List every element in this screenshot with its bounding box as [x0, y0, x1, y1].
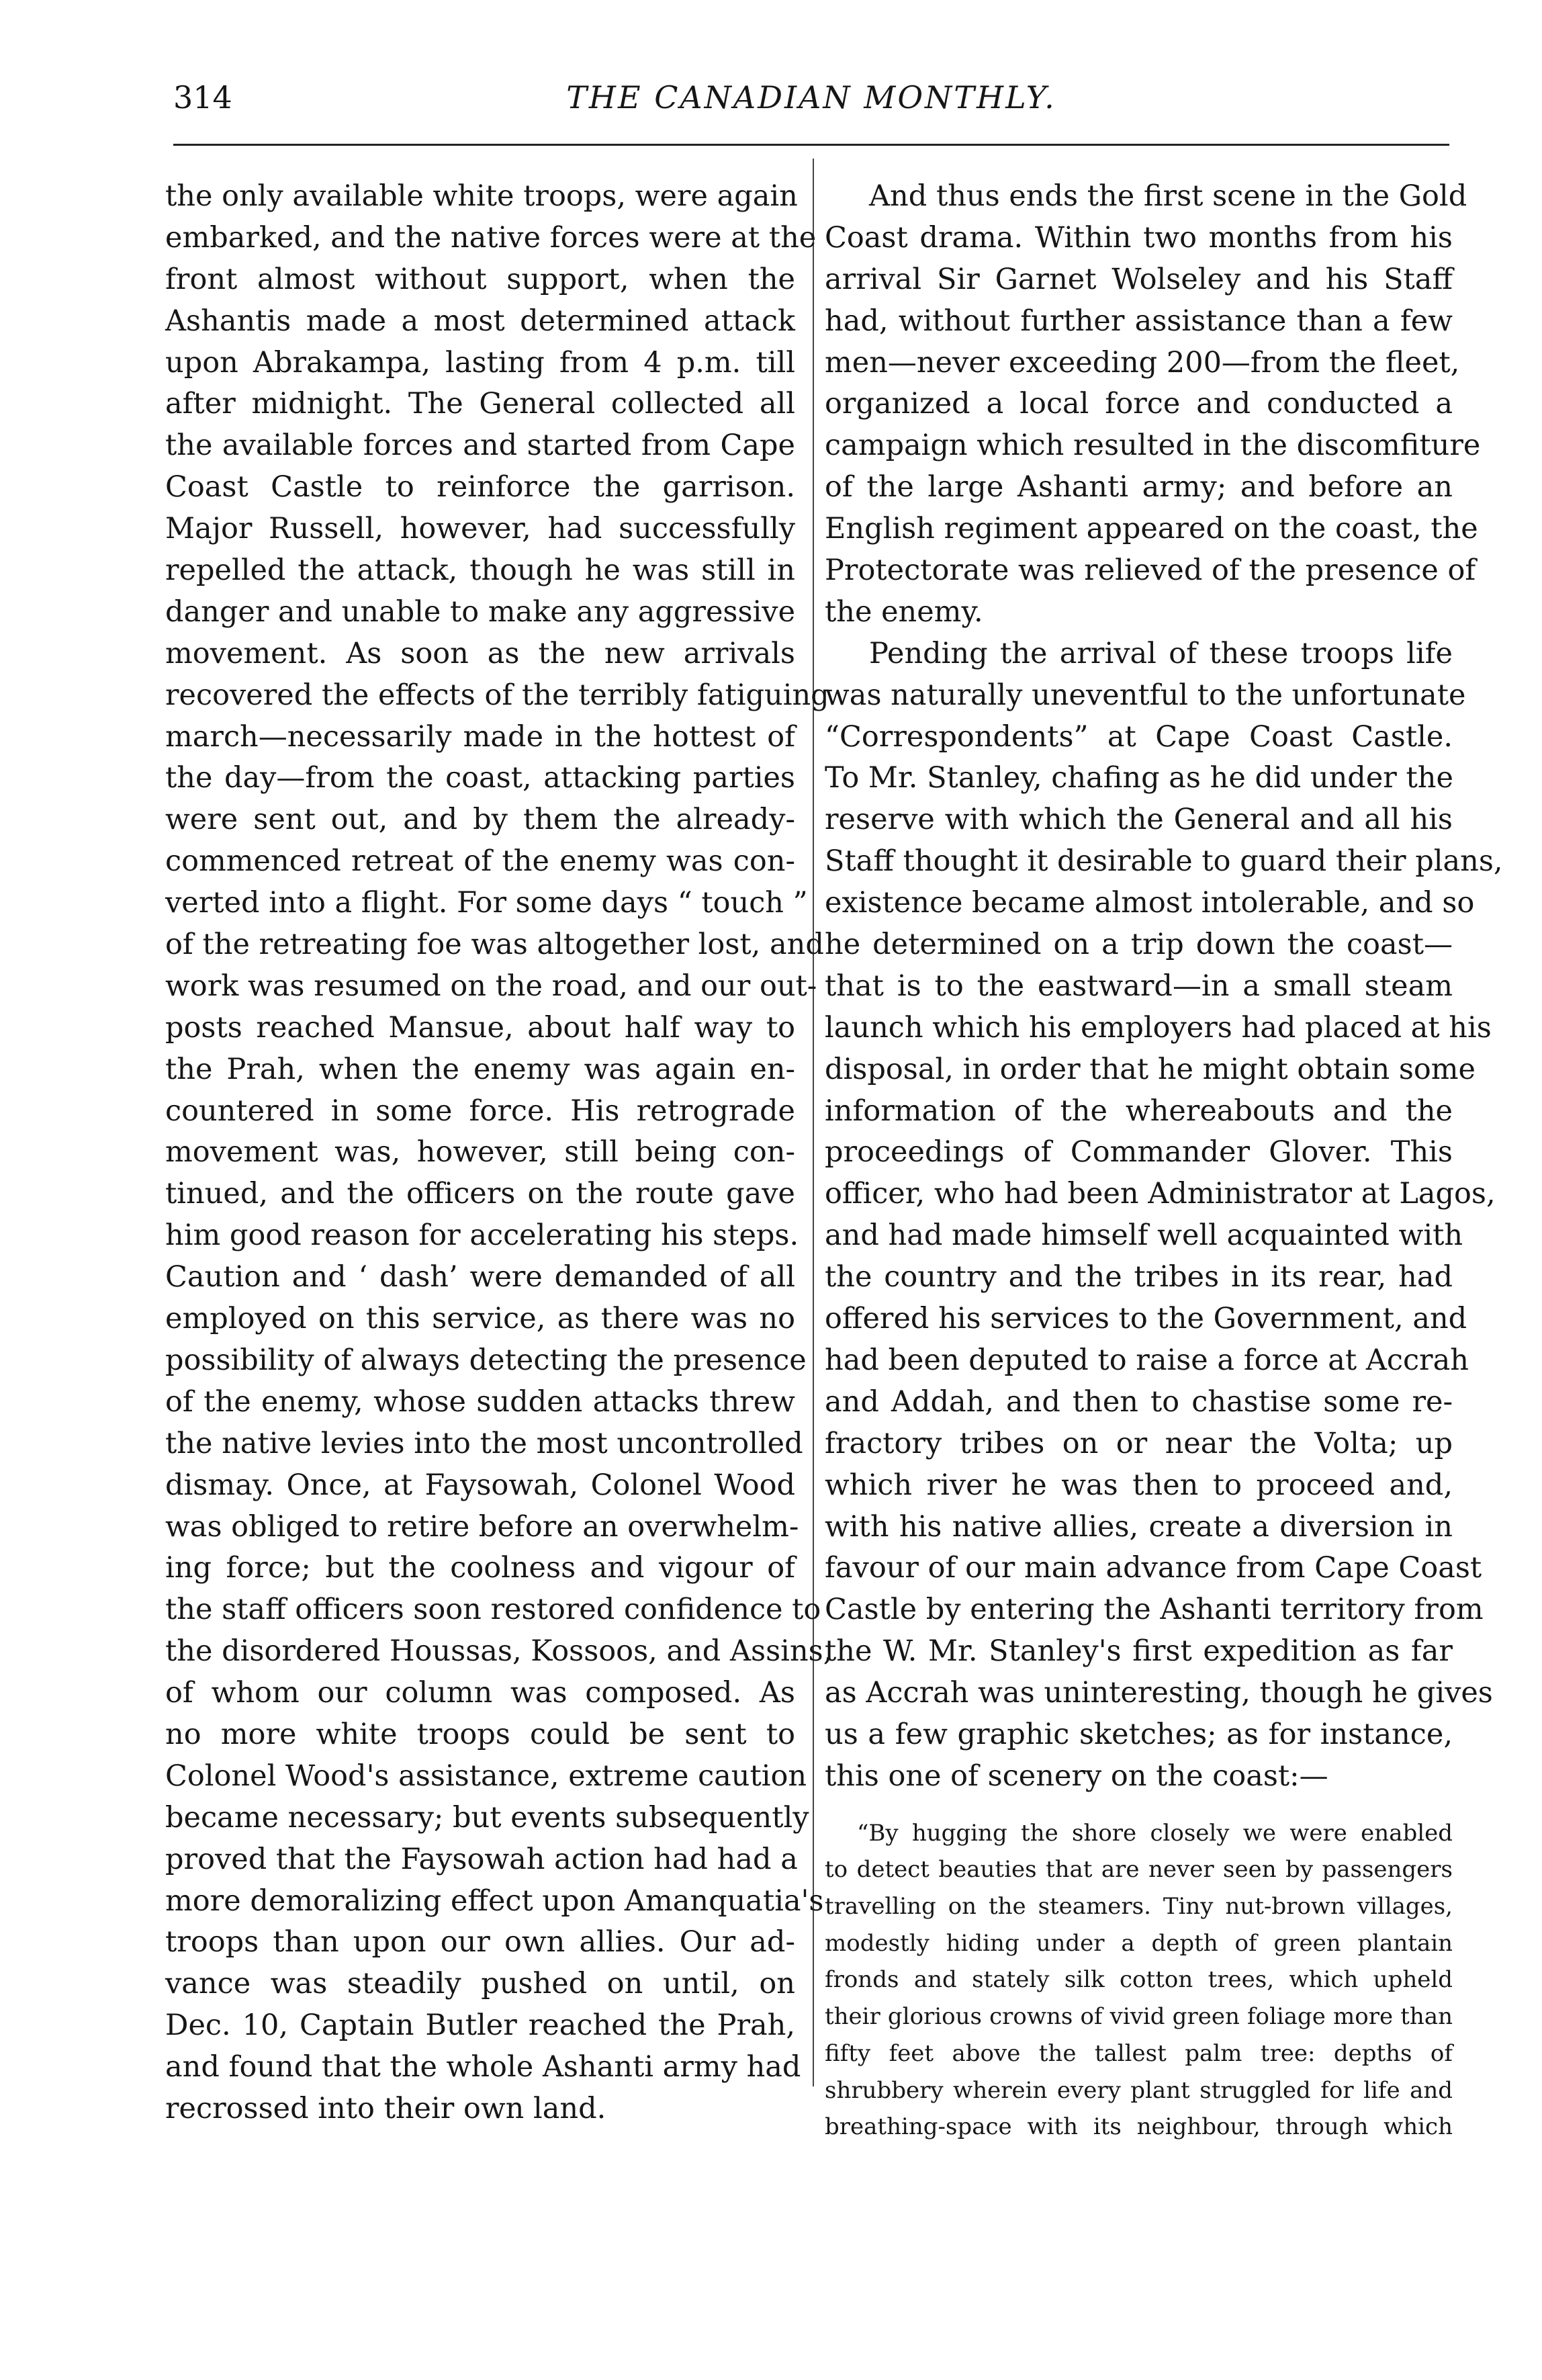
quote-line: fronds and stately silk cotton trees, which upheld	[825, 1966, 1453, 1994]
text-line: Protectorate was relieved of the presence of	[825, 554, 1476, 588]
text-line: the native levies into the most uncontrolled	[165, 1426, 803, 1460]
text-line: him good reason for accelerating his steps.	[165, 1219, 799, 1253]
page-number: 314	[173, 79, 232, 116]
text-line: arrival Sir Garnet Wolseley and his Staff	[825, 262, 1453, 296]
text-line: verted into a flight. For some days “ touch ”	[165, 886, 808, 920]
text-line: the W. Mr. Stanley's first expedition as far	[825, 1634, 1453, 1669]
text-line: men—never exceeding 200—from the fleet,	[825, 345, 1460, 380]
text-line: employed on this service, as there was no	[165, 1302, 795, 1336]
text-line: march—necessarily made in the hottest of	[165, 719, 795, 754]
text-line: Ashantis made a most determined attack	[165, 304, 795, 338]
text-line: upon Abrakampa, lasting from 4 p.m. till	[165, 345, 795, 380]
right-column	[825, 176, 1503, 2146]
text-line: vance was steadily pushed on until, on	[165, 1967, 795, 2001]
text-line: existence became almost intolerable, and so	[825, 886, 1475, 920]
running-title: THE CANADIAN MONTHLY.	[566, 79, 1056, 116]
text-line: And thus ends the first scene in the Gold	[869, 179, 1467, 213]
quote-line: modestly hiding under a depth of green plantain	[825, 1929, 1453, 1957]
text-line: proceedings of Commander Glover. This	[825, 1135, 1453, 1170]
text-line: danger and unable to make any aggressive	[165, 594, 796, 629]
text-line: was obliged to retire before an overwhelm-	[165, 1509, 799, 1544]
text-line: officer, who had been Administrator at Lagos,	[825, 1177, 1496, 1211]
text-line: the Prah, when the enemy was again en-	[165, 1052, 795, 1086]
text-line: this one of scenery on the coast:—	[825, 1759, 1328, 1793]
text-line: Major Russell, however, had successfully	[165, 512, 795, 546]
text-line: organized a local force and conducted a	[825, 387, 1453, 421]
text-line: of the large Ashanti army; and before an	[825, 470, 1453, 504]
quote-line: their glorious crowns of vivid green foliage more than	[825, 2003, 1453, 2031]
text-line: dismay. Once, at Faysowah, Colonel Wood	[165, 1468, 795, 1502]
text-line: with his native allies, create a diversion in	[825, 1509, 1453, 1544]
text-line: posts reached Mansue, about half way to	[165, 1010, 795, 1045]
quote-line: breathing-space with its neighbour, through which	[825, 2113, 1453, 2141]
text-line: he determined on a trip down the coast—	[825, 928, 1453, 962]
text-line: had, without further assistance than a few	[825, 304, 1453, 338]
block-quote	[825, 1815, 1453, 2146]
text-line: us a few graphic sketches; as for instance,	[825, 1717, 1453, 1751]
text-line: information of the whereabouts and the	[825, 1094, 1453, 1128]
text-line: troops than upon our own allies. Our ad-	[165, 1925, 795, 1959]
text-line: offered his services to the Government, and	[825, 1302, 1467, 1336]
quote-line: to detect beauties that are never seen by passengers	[825, 1856, 1453, 1884]
text-line: after midnight. The General collected all	[165, 387, 795, 421]
text-line: of the retreating foe was altogether lost, and	[165, 928, 824, 962]
text-line: fractory tribes on or near the Volta; up	[825, 1426, 1453, 1460]
text-line: movement was, however, still being con-	[165, 1135, 795, 1170]
text-line: “Correspondents” at Cape Coast Castle.	[825, 719, 1453, 754]
text-line: which river he was then to proceed and,	[825, 1468, 1453, 1502]
header-rule	[173, 144, 1449, 146]
text-line: favour of our main advance from Cape Coast	[825, 1551, 1482, 1585]
text-line: launch which his employers had placed at his	[825, 1010, 1492, 1045]
text-line: more demoralizing effect upon Amanquatia's	[165, 1884, 824, 1918]
text-line: that is to the eastward—in a small steam	[825, 969, 1453, 1003]
text-line: Coast Castle to reinforce the garrison.	[165, 470, 795, 504]
text-line: tinued, and the officers on the route gave	[165, 1177, 795, 1211]
text-line: the only available white troops, were again	[165, 179, 798, 213]
text-line: Colonel Wood's assistance, extreme caution	[165, 1759, 807, 1793]
text-line: disposal, in order that he might obtain some	[825, 1052, 1476, 1086]
text-line: the disordered Houssas, Kossoos, and Assins,	[165, 1634, 833, 1669]
text-line: Pending the arrival of these troops life	[869, 636, 1453, 670]
quote-line: fifty feet above the tallest palm tree: depths of	[825, 2039, 1453, 2067]
text-line: commenced retreat of the enemy was con-	[165, 844, 795, 879]
text-line: recovered the effects of the terribly fatiguing	[165, 678, 829, 712]
text-line: as Accrah was uninteresting, though he gives	[825, 1676, 1493, 1710]
text-line: and Addah, and then to chastise some re-	[825, 1384, 1453, 1419]
text-line: reserve with which the General and all his	[825, 803, 1453, 837]
text-line: and found that the whole Ashanti army had	[165, 2050, 801, 2084]
text-line: the enemy.	[825, 594, 983, 629]
text-line: Castle by entering the Ashanti territory from	[825, 1593, 1484, 1627]
left-column	[165, 176, 833, 2130]
text-line: work was resumed on the road, and our out-	[165, 969, 817, 1003]
text-line: were sent out, and by them the already-	[165, 803, 795, 837]
text-line: embarked, and the native forces were at the	[165, 220, 817, 255]
text-line: the available forces and started from Cape	[165, 429, 795, 463]
quote-line: travelling on the steamers. Tiny nut-brown villages,	[825, 1893, 1453, 1921]
text-line: English regiment appeared on the coast, the	[825, 512, 1478, 546]
text-line: proved that the Faysowah action had had a	[165, 1842, 798, 1876]
column-divider	[813, 159, 814, 2086]
text-line: To Mr. Stanley, chafing as he did under the	[825, 761, 1453, 795]
text-line: ing force; but the coolness and vigour of	[165, 1551, 795, 1585]
text-line: Coast drama. Within two months from his	[825, 220, 1453, 255]
text-line: countered in some force. His retrograde	[165, 1094, 795, 1128]
text-line: Caution and ‘ dash’ were demanded of all	[165, 1260, 795, 1294]
text-line: movement. As soon as the new arrivals	[165, 636, 795, 670]
text-line: became necessary; but events subsequently	[165, 1800, 809, 1835]
text-line: repelled the attack, though he was still in	[165, 554, 795, 588]
text-line: the staff officers soon restored confidence to	[165, 1593, 821, 1627]
text-line: of the enemy, whose sudden attacks threw	[165, 1384, 795, 1419]
text-line: Dec. 10, Captain Butler reached the Prah,	[165, 2009, 795, 2043]
text-line: was naturally uneventful to the unfortunate	[825, 678, 1466, 712]
text-line: recrossed into their own land.	[165, 2091, 606, 2125]
quote-line: shrubbery wherein every plant struggled for life and	[825, 2076, 1453, 2104]
text-line: of whom our column was composed. As	[165, 1676, 795, 1710]
text-line: possibility of always detecting the presence	[165, 1343, 807, 1377]
text-line: front almost without support, when the	[165, 262, 795, 296]
quote-line: “By hugging the shore closely we were enabled	[857, 1819, 1453, 1847]
text-line: no more white troops could be sent to	[165, 1717, 795, 1751]
text-line: Staff thought it desirable to guard their plans,	[825, 844, 1503, 879]
text-line: campaign which resulted in the discomfiture	[825, 429, 1481, 463]
text-line: the country and the tribes in its rear, had	[825, 1260, 1453, 1294]
text-line: the day—from the coast, attacking parties	[165, 761, 795, 795]
text-line: and had made himself well acquainted with	[825, 1219, 1463, 1253]
text-line: had been deputed to raise a force at Accrah	[825, 1343, 1469, 1377]
page-header	[173, 75, 1449, 129]
